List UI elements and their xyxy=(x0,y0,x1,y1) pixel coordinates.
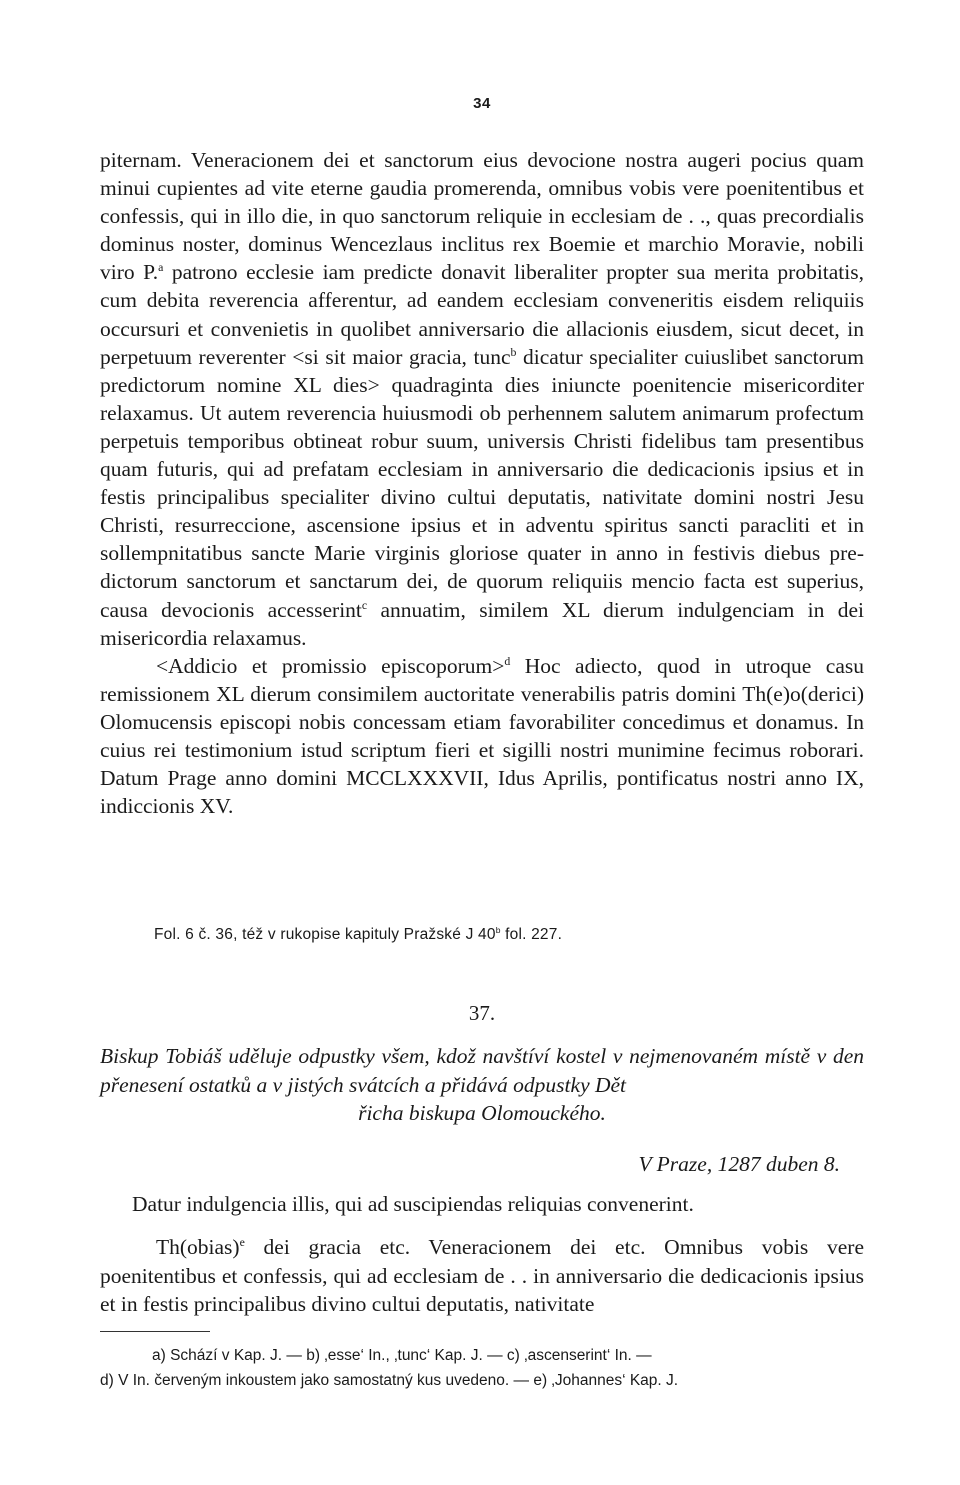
footnote-marker-b: b xyxy=(510,344,517,359)
footnotes xyxy=(100,1344,864,1393)
charter-paragraph-1 xyxy=(100,146,864,652)
footnote-marker-e: e xyxy=(239,1234,245,1249)
text-segment: Fol. 6 č. 36, též v rukopise kapituly Pražské J 40 xyxy=(154,926,496,943)
document-page xyxy=(100,0,864,1485)
footnote-marker-a: a xyxy=(158,260,164,275)
regest-heading xyxy=(100,1042,864,1128)
regest-last-line: řicha biskupa Olomouckého. xyxy=(358,1101,606,1125)
charter-paragraph-2 xyxy=(100,652,864,821)
document-number: 37. xyxy=(468,1001,496,1025)
text-segment: piternam. Veneracionem dei et sanctorum eius devocione nostra augeri pocius quam minui cupientes ad vite eterne gaudia promerenda, omnibus vobis vere poenitentibus et confessis, qui in illo die, in quo sanctorum reliquie in ecclesiam de . ., quas precordialis dominus noster, dominus Wencezlaus inclitus rex Boemie et marchio Moravie, nobili viro P. xyxy=(100,148,864,285)
text-segment: Th(obias) xyxy=(156,1235,240,1259)
superscript-b: b xyxy=(495,924,501,935)
footnote-marker-c: c xyxy=(361,597,368,612)
text-segment: dicatur specialiter cuiuslibet sanctorum predictorum nomine XL dies> quadraginta dies iniuncte poenitencie misericorditer relaxamus. Ut autem reverencia huiusmodi ob perhennem salutem animarum profectum perpetuis temporibus obtineat robur suum, universis Christi fidelibus tam presentibus quam futuris, qui ad prefatam ecclesiam in anniversario die dedicacionis ipsius et in festis principalibus specialiter divino cultui deputatis, nativitate domini nostri Jesu Christi, resurreccione, ascensione ipsius et in adventu spiritus sancti paracliti et in sollempnitatibus sancte Marie virginis gloriose quater in anno in festivis diebus predictorum sanctorum et sanctarum dei, de quorum reliquiis mencio facta est superius, causa devocionis accesserint xyxy=(100,344,864,622)
place-date: V Praze, 1287 duben 8. xyxy=(638,1152,840,1176)
page-number: 34 xyxy=(473,95,491,112)
text-segment: dei gracia etc. Veneracionem dei etc. Omnibus vobis vere poenitentibus et confessis, qui ad ecclesiam de . . in anniversario die dedicacionis ipsius et in festis principalibus divino cultui deputatis, nativitate xyxy=(100,1235,864,1316)
summary-line: Datur indulgencia illis, qui ad suscipiendas reliquias convenerint. xyxy=(132,1192,694,1216)
regest-text: Biskup Tobiáš uděluje odpustky všem, kdož navštíví kostel v nejmenovaném místě v den přenesení ostatků a v jistých svátcích a přidává odpustky Dět xyxy=(100,1044,864,1097)
footnote-divider xyxy=(100,1331,210,1332)
text-segment: patrono ecclesie iam predicte donavit liberaliter propter sua merita probitatis, cum debita reverencia afferentur, ad eandem ecclesiam conveneritis eisdem reliquiis occursuri et convenietis in quolibet anniversario die allacionis eiusdem, sicut decet, in perpetuum reverenter <si sit maior gracia, tunc xyxy=(100,260,864,369)
text-segment: <Addicio et promissio episcoporum> xyxy=(156,653,505,678)
source-note xyxy=(154,926,562,944)
text-segment: annuatim, similem XL dierum indulgenciam in dei misericordia relaxamus. xyxy=(100,597,864,650)
text-segment: Hoc adiecto, quod in utroque casu remissionem XL dierum consimilem auctoritate venerabilis patris domini Th(e)o(derici) Olomucensis episcopi nobis concessam etiam favorabiliter concedimus et donamus. In cuius rei testimonium istud scriptum fieri et sigilli nostri munimine fecimus roborari. Datum Prage anno domini MCCLXXXVII, Idus Aprilis, pontificatus nostri anno IX, indiccionis XV. xyxy=(100,653,864,819)
charter-text-37 xyxy=(100,1233,864,1319)
footnote-marker-d: d xyxy=(504,653,511,668)
charter-text-continuation xyxy=(100,146,864,820)
footnote-line-1: a) Schází v Kap. J. — b) ‚esse‘ In., ‚tunc‘ Kap. J. — c) ‚ascenserint‘ In. — xyxy=(152,1347,652,1364)
text-segment: fol. 227. xyxy=(500,926,563,943)
footnote-line-2: d) V In. červeným inkoustem jako samostatný kus uvedeno. — e) ‚Johannes‘ Kap. J. xyxy=(100,1371,679,1389)
